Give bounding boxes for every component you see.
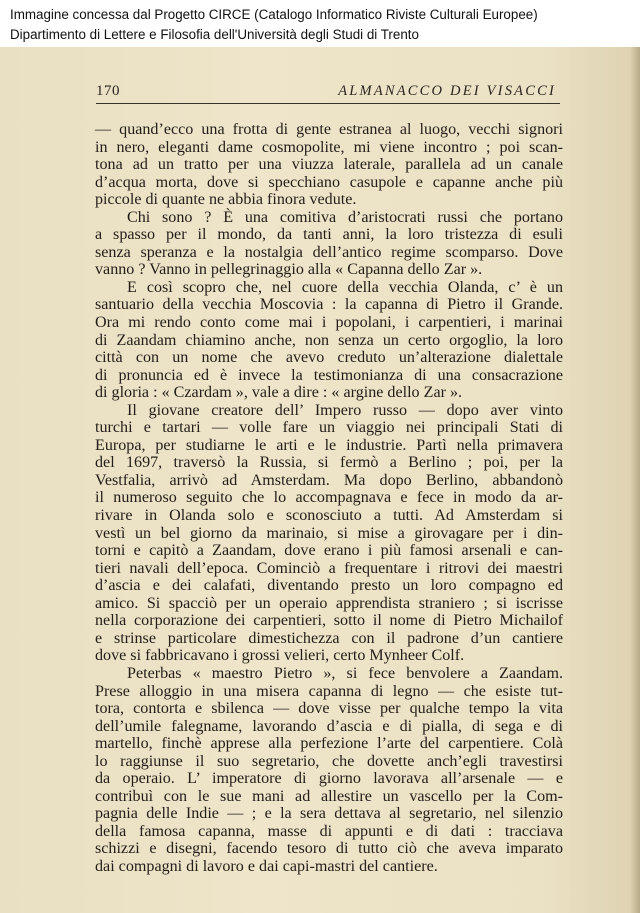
text-line: del 1697, traversò la Russia, si fermò a Berlino ; poi, per la: [95, 454, 563, 472]
text-line: martello, finchè apprese alla perfezione l’arte del carpentiere. Colà: [95, 735, 563, 753]
text-line: senza speranza e la nostalgia dell’antico regime scomparso. Dove: [95, 243, 563, 261]
text-line: di pronuncia ed è invece la testimonianza di una consacrazione: [95, 366, 563, 384]
text-line: Chi sono ? È una comitiva d’aristocrati russi che portano: [127, 208, 563, 226]
text-line: tona ad un tratto per una viuzza laterale, parallela ad un canale: [95, 156, 563, 174]
running-title: ALMANACCO DEI VISACCI: [338, 83, 556, 99]
text-line: di gloria : « Czardam », vale a dire : « argine dello Zar ».: [95, 384, 463, 402]
credit-banner: [0, 0, 640, 47]
text-line: Prese alloggio in una misera capanna di legno — che esiste tut-: [95, 682, 563, 700]
text-line: pagnia delle Indie — ; e la sera dettava al segretario, nel silenzio: [95, 805, 563, 823]
text-line: santuario della vecchia Moscovia : la capanna di Pietro il Grande.: [95, 296, 563, 314]
text-line: d’ascia e dei calafati, diventando presto un loro compagno ed: [95, 577, 563, 595]
text-line: tora, contorta e sbilenca — dove visse per qualche tempo la vita: [95, 700, 563, 718]
text-line: E così scopro che, nel cuore della vecchia Olanda, c’ è un: [127, 278, 563, 296]
text-line: Peterbas « maestro Pietro », si fece benvolere a Zaandam.: [127, 664, 563, 682]
text-line: Ora mi rendo conto come mai i popolani, i carpentieri, i marinai: [95, 314, 563, 332]
text-line: di Zaandam chiamino anche, non senza un certo orgoglio, la loro: [95, 331, 563, 349]
text-line: vestì un bel giorno da marinaio, si mise a girovagare per i din-: [95, 524, 563, 542]
text-line: lo raggiunse il suo segretario, che dovette anch’egli travestirsi: [95, 752, 563, 770]
text-line: dove si fabbricavano i grossi velieri, certo Mynheer Colf.: [95, 647, 465, 665]
text-line: — quand’ecco una frotta di gente estranea al luogo, vecchi signori: [95, 121, 563, 138]
text-line: della famosa capanna, masse di appunti e di dati : tracciava: [95, 822, 563, 840]
text-line: Vestfalia, arrivò ad Amsterdam. Ma dopo Berlino, abbandonò: [95, 471, 563, 489]
text-line: in nero, eleganti dame cosmopolite, mi viene incontro ; poi scan-: [95, 138, 563, 156]
running-head: [96, 81, 560, 104]
credit-line-2: Dipartimento di Lettere e Filosofia dell'Università degli Studi di Trento: [10, 26, 419, 42]
text-line: schizzi e disegni, facendo tesoro di tutto ciò che aveva imparato: [95, 840, 563, 858]
text-line: a spasso per il mondo, da tanti anni, la loro tristezza di esuli: [95, 226, 563, 244]
text-line: il numeroso seguito che lo accompagnava e fece in modo da ar-: [95, 489, 563, 507]
text-line: tieri navali dell’epoca. Cominciò a frequentare i ritrovi dei maestri: [95, 559, 563, 577]
text-line: vanno ? Vanno in pellegrinaggio alla « Capanna dello Zar ».: [95, 261, 483, 279]
text-line: rivare in Olanda solo e sconosciuto a tutti. Ad Amsterdam si: [95, 507, 563, 525]
text-line: da operaio. L’ imperatore di giorno lavorava all’arsenale — e: [95, 770, 563, 788]
text-line: piccole di quante ne abbia finora vedute.: [95, 191, 357, 209]
text-line: nella corporazione dei carpentieri, sotto il nome di Pietro Michailof: [95, 612, 563, 630]
text-line: dell’umile falegname, lavorando d’ascia e di pialla, di sega e di: [95, 717, 563, 735]
scanned-page: [0, 47, 640, 913]
text-line: Europa, per studiarne le arti e le industrie. Partì nella primavera: [95, 436, 563, 454]
text-line: Il giovane creatore dell’ Impero russo — dopo aver vinto: [127, 401, 563, 419]
text-line: dai compagni di lavoro e dai capi-mastri del cantiere.: [95, 857, 438, 875]
text-line: amico. Si spacciò per un operaio apprendista straniero ; si iscrisse: [95, 594, 563, 612]
text-line: contribuì con le sue mani ad allestire un vascello per la Com-: [95, 787, 563, 805]
page-edge-shadow: [630, 47, 640, 913]
text-line: d’acqua morta, dove si specchiano casupole e capanne anche più: [95, 173, 563, 191]
text-line: città con un nome che avevo creduto un’alterazione dialettale: [95, 349, 563, 367]
text-line: e strinse particolare dimestichezza con il padrone d’un cantiere: [95, 629, 563, 647]
credit-line-1: Immagine concessa dal Progetto CIRCE (Catalogo Informatico Riviste Culturali Europee): [10, 7, 538, 22]
text-line: torni e capitò a Zaandam, dove erano i più famosi arsenali e can-: [95, 542, 563, 560]
page-number: 170: [96, 83, 120, 99]
text-line: turchi e tartari — volle fare un viaggio nei principali Stati di: [95, 419, 563, 437]
body-text: [95, 121, 563, 876]
